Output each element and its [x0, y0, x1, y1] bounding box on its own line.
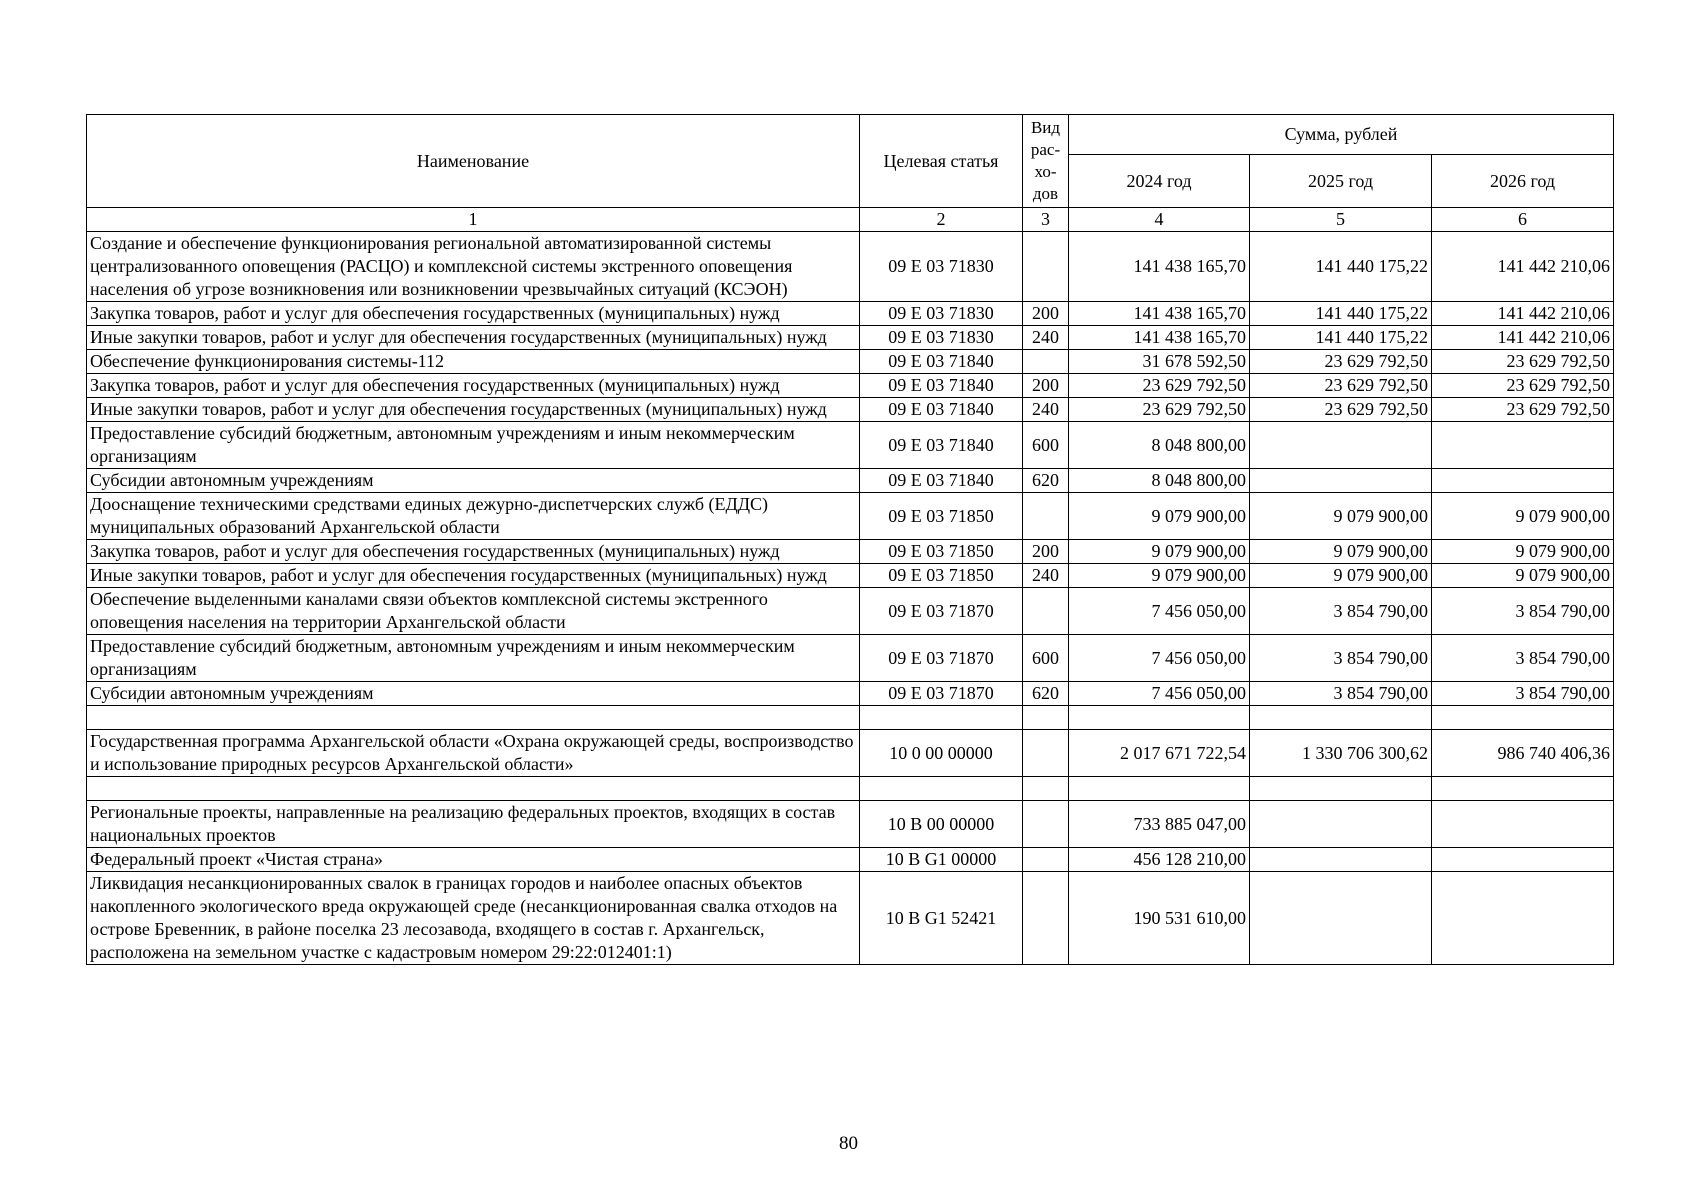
- table-row: [87, 469, 1614, 493]
- empty-cell: [1432, 706, 1614, 730]
- table-row: [87, 398, 1614, 422]
- empty-cell: [860, 777, 1023, 801]
- row-expense-kind: [1023, 848, 1069, 872]
- column-number: 2: [860, 208, 1023, 232]
- row-amount-2026: [1432, 422, 1614, 469]
- row-amount-2026: 23 629 792,50: [1432, 398, 1614, 422]
- row-amount-2024: 9 079 900,00: [1069, 540, 1250, 564]
- row-amount-2026: 3 854 790,00: [1432, 635, 1614, 682]
- row-amount-2026: 9 079 900,00: [1432, 493, 1614, 540]
- table-row: [87, 682, 1614, 706]
- row-amount-2024: 7 456 050,00: [1069, 682, 1250, 706]
- row-amount-2025: 1 330 706 300,62: [1250, 730, 1432, 777]
- row-amount-2024: 9 079 900,00: [1069, 493, 1250, 540]
- row-target-article: 10 В G1 52421: [860, 872, 1023, 965]
- table-row: [87, 730, 1614, 777]
- row-amount-2026: 9 079 900,00: [1432, 564, 1614, 588]
- column-number: 5: [1250, 208, 1432, 232]
- row-expense-kind: 240: [1023, 564, 1069, 588]
- row-amount-2026: 986 740 406,36: [1432, 730, 1614, 777]
- row-amount-2024: 8 048 800,00: [1069, 422, 1250, 469]
- empty-cell: [1069, 706, 1250, 730]
- table-row: [87, 326, 1614, 350]
- row-name: Закупка товаров, работ и услуг для обеспечения государственных (муниципальных) нужд: [87, 302, 860, 326]
- row-expense-kind: [1023, 872, 1069, 965]
- row-amount-2026: 23 629 792,50: [1432, 350, 1614, 374]
- column-number: 3: [1023, 208, 1069, 232]
- table-row: [87, 588, 1614, 635]
- row-expense-kind: [1023, 232, 1069, 302]
- row-expense-kind: [1023, 801, 1069, 848]
- row-target-article: 09 Е 03 71850: [860, 540, 1023, 564]
- row-amount-2025: 3 854 790,00: [1250, 682, 1432, 706]
- header-year-2025: 2025 год: [1250, 155, 1432, 208]
- empty-cell: [1023, 706, 1069, 730]
- empty-row: [87, 777, 1614, 801]
- row-target-article: 09 Е 03 71840: [860, 422, 1023, 469]
- row-amount-2024: 23 629 792,50: [1069, 398, 1250, 422]
- row-name: Субсидии автономным учреждениям: [87, 469, 860, 493]
- row-amount-2026: [1432, 469, 1614, 493]
- table-row: [87, 848, 1614, 872]
- row-name: Иные закупки товаров, работ и услуг для обеспечения государственных (муниципальных) нужд: [87, 398, 860, 422]
- table-row: [87, 422, 1614, 469]
- table-row: [87, 801, 1614, 848]
- row-name: Ликвидация несанкционированных свалок в границах городов и наиболее опасных объектов накопленного экологического вреда окружающей среде (несанкционированная свалка отходов на острове Бревенник, в районе поселка 23 лесозавода, входящего в состав г. Архангельск, расположена на земельном участке с кадастровым номером 29:22:012401:1): [87, 872, 860, 965]
- column-number: 4: [1069, 208, 1250, 232]
- row-amount-2024: 141 438 165,70: [1069, 302, 1250, 326]
- table-row: [87, 493, 1614, 540]
- row-amount-2026: 9 079 900,00: [1432, 540, 1614, 564]
- header-sum: Сумма, рублей: [1069, 115, 1614, 155]
- table-row: [87, 232, 1614, 302]
- row-amount-2024: 456 128 210,00: [1069, 848, 1250, 872]
- header-year-2024: 2024 год: [1069, 155, 1250, 208]
- row-target-article: 10 В G1 00000: [860, 848, 1023, 872]
- row-amount-2025: 9 079 900,00: [1250, 564, 1432, 588]
- row-target-article: 09 Е 03 71870: [860, 682, 1023, 706]
- empty-cell: [87, 706, 860, 730]
- column-number: 6: [1432, 208, 1614, 232]
- row-amount-2025: 3 854 790,00: [1250, 588, 1432, 635]
- row-amount-2024: 9 079 900,00: [1069, 564, 1250, 588]
- table-row: [87, 302, 1614, 326]
- row-target-article: 09 Е 03 71850: [860, 493, 1023, 540]
- empty-cell: [860, 706, 1023, 730]
- row-name: Государственная программа Архангельской области «Охрана окружающей среды, воспроизводство и использование природных ресурсов Архангельской области»: [87, 730, 860, 777]
- row-amount-2026: 141 442 210,06: [1432, 232, 1614, 302]
- row-amount-2024: 7 456 050,00: [1069, 635, 1250, 682]
- row-amount-2024: 733 885 047,00: [1069, 801, 1250, 848]
- row-amount-2025: [1250, 801, 1432, 848]
- header-name: Наименование: [87, 115, 860, 208]
- row-amount-2025: 3 854 790,00: [1250, 635, 1432, 682]
- row-expense-kind: [1023, 588, 1069, 635]
- row-expense-kind: 200: [1023, 374, 1069, 398]
- header-year-2026: 2026 год: [1432, 155, 1614, 208]
- row-name: Обеспечение выделенными каналами связи объектов комплексной системы экстренного оповещения населения на территории Архангельской области: [87, 588, 860, 635]
- row-amount-2024: 2 017 671 722,54: [1069, 730, 1250, 777]
- empty-row: [87, 706, 1614, 730]
- empty-cell: [1250, 706, 1432, 730]
- row-amount-2024: 31 678 592,50: [1069, 350, 1250, 374]
- row-amount-2025: [1250, 872, 1432, 965]
- row-expense-kind: 620: [1023, 682, 1069, 706]
- row-amount-2025: 23 629 792,50: [1250, 398, 1432, 422]
- row-amount-2026: 141 442 210,06: [1432, 302, 1614, 326]
- row-amount-2024: 8 048 800,00: [1069, 469, 1250, 493]
- row-amount-2026: [1432, 801, 1614, 848]
- row-expense-kind: 620: [1023, 469, 1069, 493]
- table-row: [87, 540, 1614, 564]
- row-target-article: 09 Е 03 71840: [860, 350, 1023, 374]
- row-amount-2024: 141 438 165,70: [1069, 326, 1250, 350]
- row-target-article: 09 Е 03 71830: [860, 232, 1023, 302]
- row-expense-kind: 600: [1023, 422, 1069, 469]
- row-amount-2025: 23 629 792,50: [1250, 374, 1432, 398]
- page-number: 80: [839, 1133, 858, 1154]
- row-name: Создание и обеспечение функционирования региональной автоматизированной системы централизованного оповещения (РАСЦО) и комплексной системы экстренного оповещения населения об угрозе возникновения или возникновении чрезвычайных ситуаций (КСЭОН): [87, 232, 860, 302]
- row-target-article: 09 Е 03 71870: [860, 635, 1023, 682]
- empty-cell: [87, 777, 860, 801]
- header-target-article: Целевая статья: [860, 115, 1023, 208]
- row-target-article: 09 Е 03 71840: [860, 398, 1023, 422]
- row-expense-kind: 240: [1023, 326, 1069, 350]
- row-amount-2024: 7 456 050,00: [1069, 588, 1250, 635]
- table-row: [87, 872, 1614, 965]
- row-name: Дооснащение техническими средствами единых дежурно-диспетчерских служб (ЕДДС) муниципальных образований Архангельской области: [87, 493, 860, 540]
- row-target-article: 09 Е 03 71840: [860, 469, 1023, 493]
- column-number-row: [87, 208, 1614, 232]
- empty-cell: [1069, 777, 1250, 801]
- row-amount-2026: 3 854 790,00: [1432, 682, 1614, 706]
- empty-cell: [1250, 777, 1432, 801]
- row-name: Региональные проекты, направленные на реализацию федеральных проектов, входящих в состав национальных проектов: [87, 801, 860, 848]
- row-amount-2024: 141 438 165,70: [1069, 232, 1250, 302]
- table-row: [87, 350, 1614, 374]
- row-amount-2024: 190 531 610,00: [1069, 872, 1250, 965]
- table-row: [87, 635, 1614, 682]
- row-target-article: 10 В 00 00000: [860, 801, 1023, 848]
- row-amount-2025: 141 440 175,22: [1250, 326, 1432, 350]
- row-amount-2024: 23 629 792,50: [1069, 374, 1250, 398]
- table-row: [87, 564, 1614, 588]
- row-amount-2025: [1250, 848, 1432, 872]
- budget-table: [86, 114, 1614, 965]
- row-amount-2026: 141 442 210,06: [1432, 326, 1614, 350]
- row-amount-2025: 9 079 900,00: [1250, 540, 1432, 564]
- row-name: Закупка товаров, работ и услуг для обеспечения государственных (муниципальных) нужд: [87, 540, 860, 564]
- row-target-article: 09 Е 03 71830: [860, 326, 1023, 350]
- row-name: Субсидии автономным учреждениям: [87, 682, 860, 706]
- row-name: Иные закупки товаров, работ и услуг для обеспечения государственных (муниципальных) нужд: [87, 326, 860, 350]
- row-target-article: 09 Е 03 71870: [860, 588, 1023, 635]
- row-expense-kind: 240: [1023, 398, 1069, 422]
- row-expense-kind: [1023, 350, 1069, 374]
- row-name: Предоставление субсидий бюджетным, автономным учреждениям и иным некоммерческим организациям: [87, 422, 860, 469]
- row-amount-2026: [1432, 872, 1614, 965]
- row-amount-2026: 3 854 790,00: [1432, 588, 1614, 635]
- header-expense-kind: Вид рас-хо-дов: [1023, 115, 1069, 208]
- row-target-article: 09 Е 03 71850: [860, 564, 1023, 588]
- row-name: Федеральный проект «Чистая страна»: [87, 848, 860, 872]
- row-target-article: 10 0 00 00000: [860, 730, 1023, 777]
- column-number: 1: [87, 208, 860, 232]
- row-expense-kind: 200: [1023, 540, 1069, 564]
- row-name: Закупка товаров, работ и услуг для обеспечения государственных (муниципальных) нужд: [87, 374, 860, 398]
- row-name: Предоставление субсидий бюджетным, автономным учреждениям и иным некоммерческим организациям: [87, 635, 860, 682]
- row-target-article: 09 Е 03 71840: [860, 374, 1023, 398]
- row-name: Иные закупки товаров, работ и услуг для обеспечения государственных (муниципальных) нужд: [87, 564, 860, 588]
- row-amount-2026: [1432, 848, 1614, 872]
- row-amount-2025: [1250, 422, 1432, 469]
- row-target-article: 09 Е 03 71830: [860, 302, 1023, 326]
- row-name: Обеспечение функционирования системы-112: [87, 350, 860, 374]
- table-body: [87, 232, 1614, 965]
- row-amount-2025: [1250, 469, 1432, 493]
- row-amount-2025: 141 440 175,22: [1250, 232, 1432, 302]
- row-amount-2026: 23 629 792,50: [1432, 374, 1614, 398]
- row-expense-kind: 200: [1023, 302, 1069, 326]
- row-amount-2025: 23 629 792,50: [1250, 350, 1432, 374]
- row-amount-2025: 141 440 175,22: [1250, 302, 1432, 326]
- row-expense-kind: [1023, 730, 1069, 777]
- row-expense-kind: 600: [1023, 635, 1069, 682]
- table-row: [87, 374, 1614, 398]
- row-expense-kind: [1023, 493, 1069, 540]
- empty-cell: [1023, 777, 1069, 801]
- empty-cell: [1432, 777, 1614, 801]
- row-amount-2025: 9 079 900,00: [1250, 493, 1432, 540]
